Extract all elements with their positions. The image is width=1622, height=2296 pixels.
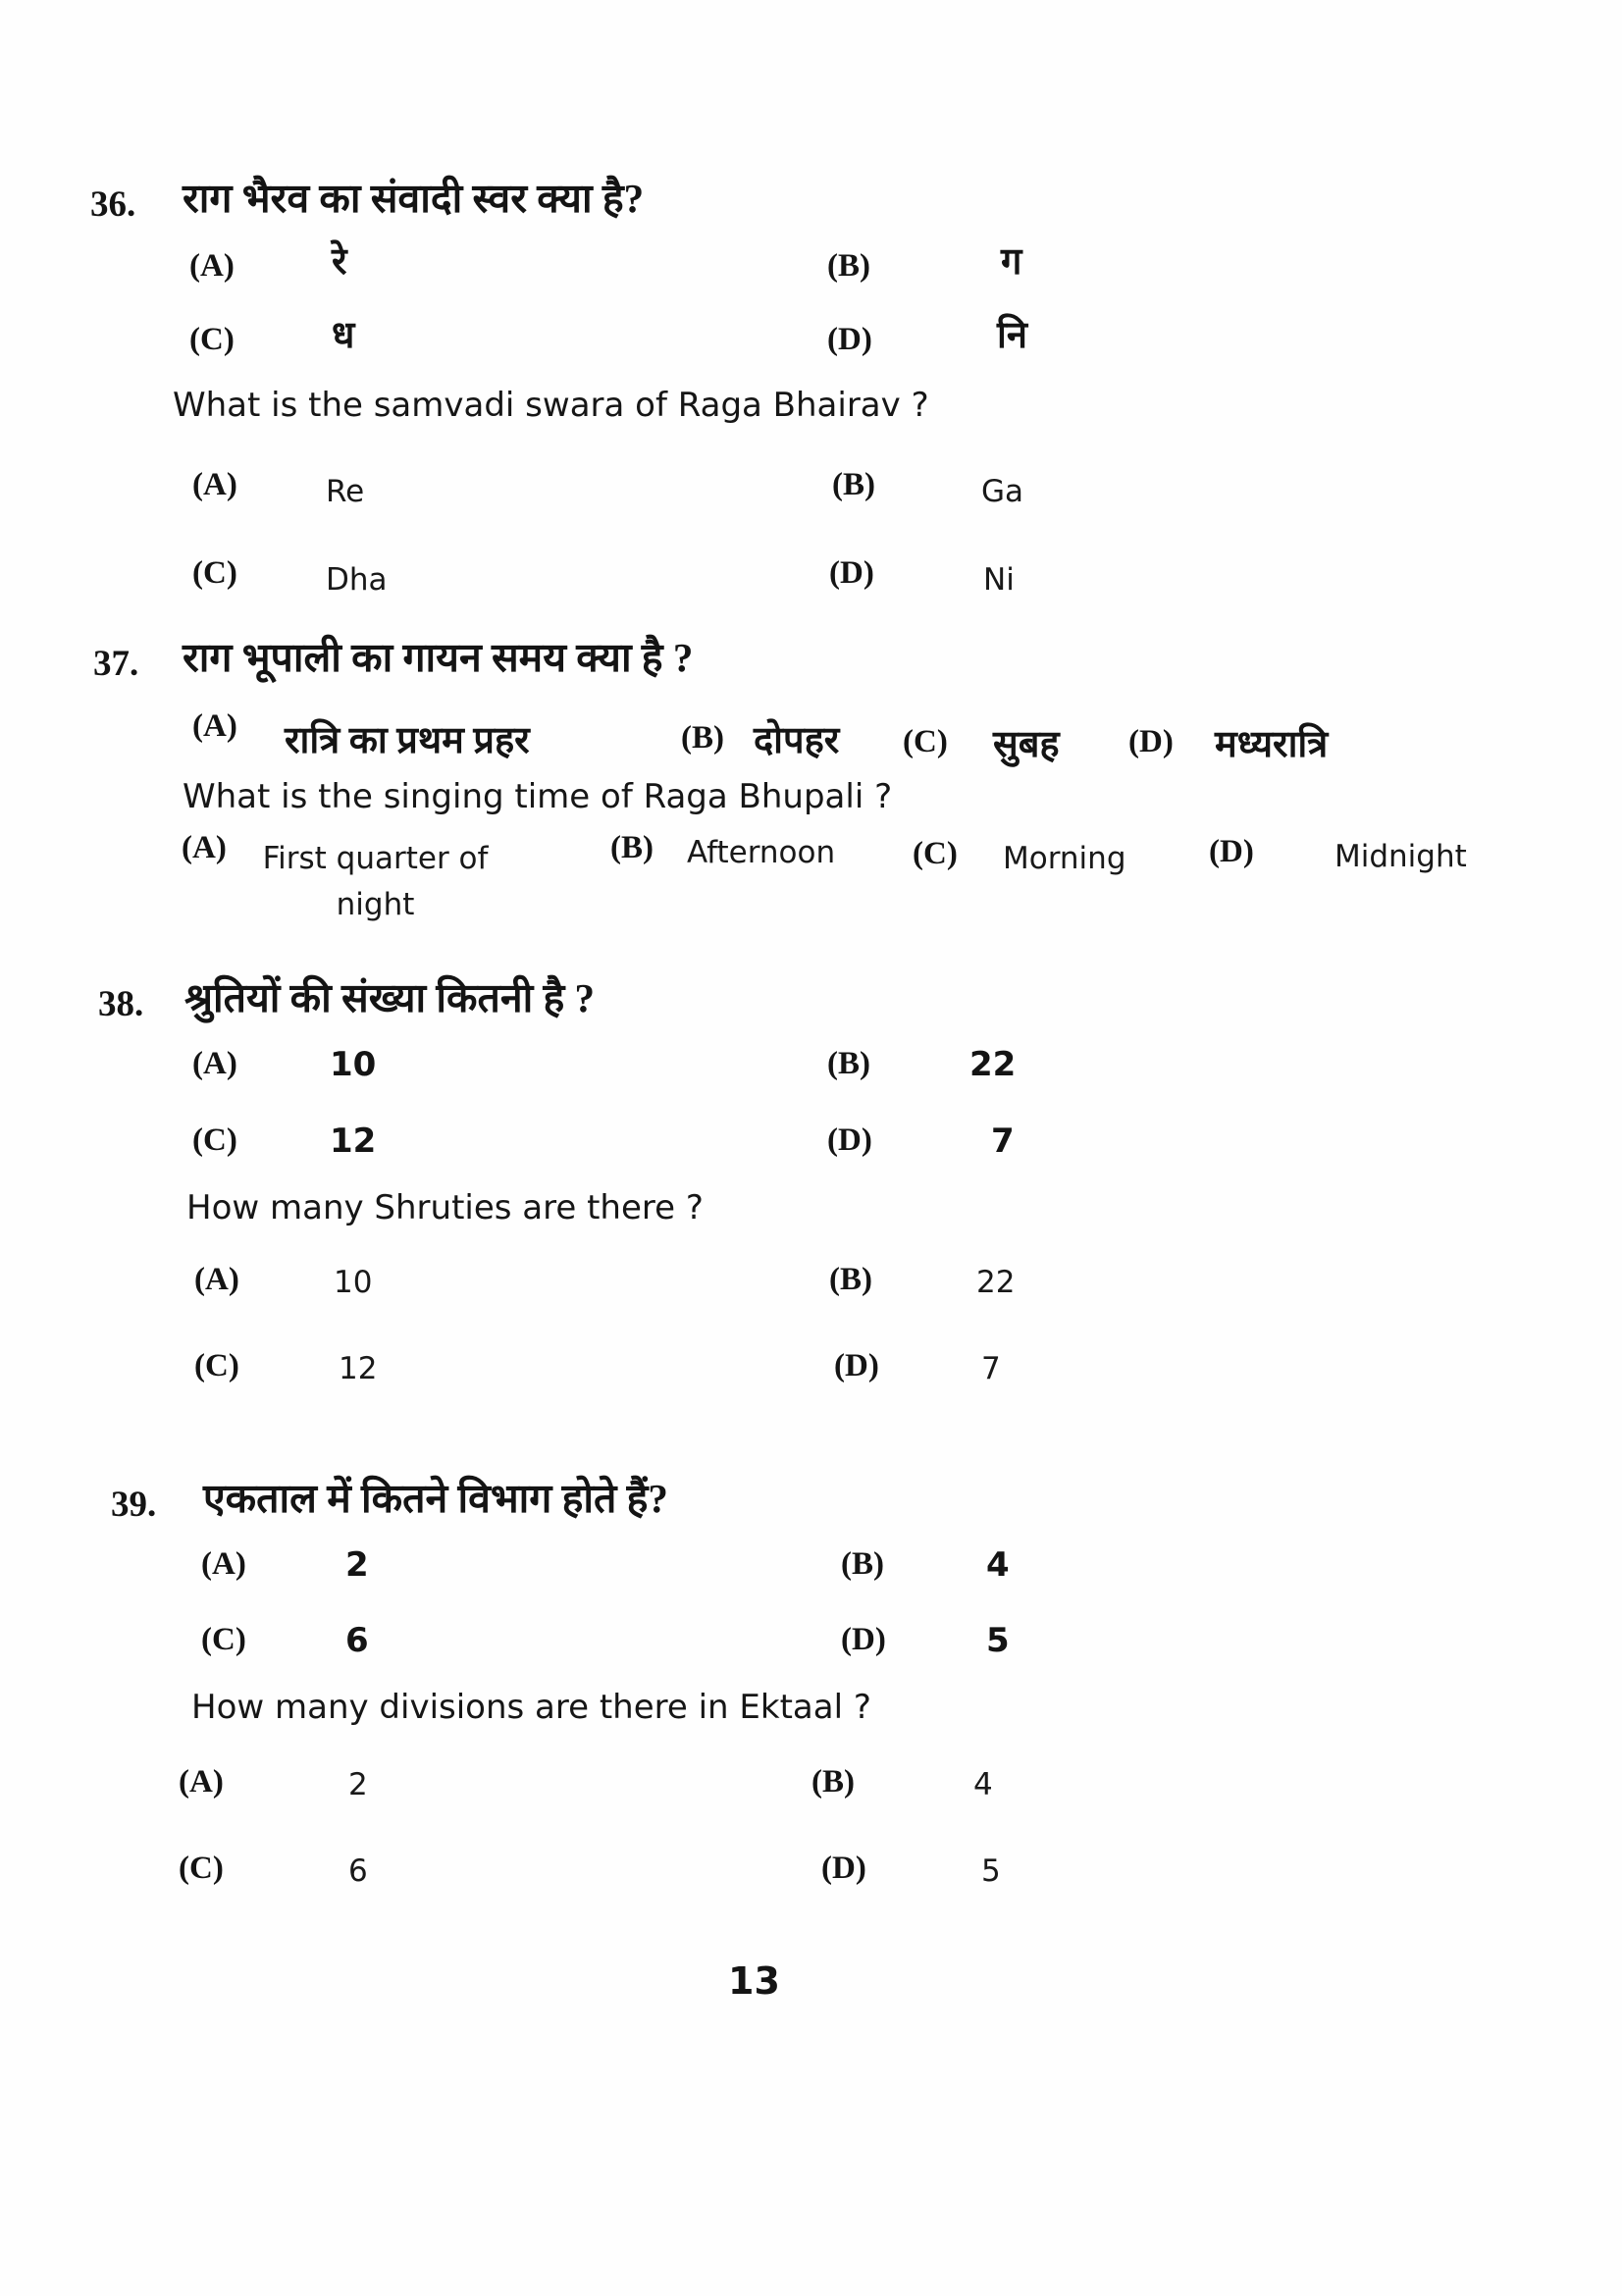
option-value: 2 [345, 1545, 369, 1585]
option-value-english: 5 [981, 1853, 1001, 1889]
option-value: 5 [986, 1621, 1010, 1660]
option-label: (D) [1128, 724, 1174, 759]
question-text-english: What is the singing time of Raga Bhupali ? [183, 777, 893, 816]
option-value-hindi: सुबह [993, 724, 1060, 765]
option-label: (B) [811, 1764, 855, 1800]
option-label: (C) [189, 322, 235, 357]
option-value-english: Midnight [1334, 839, 1467, 874]
option-value: 7 [991, 1122, 1015, 1161]
option-value-english: 22 [976, 1265, 1016, 1300]
question-text-hindi: एकताल में कितने विभाग होते हैं? [203, 1476, 668, 1521]
option-label: (C) [192, 555, 237, 591]
option-label: (C) [194, 1348, 239, 1383]
option-value: 22 [969, 1045, 1017, 1084]
option-label: (A) [192, 1046, 237, 1081]
option-label: (C) [903, 724, 948, 759]
question-number: 37. [93, 644, 139, 684]
option-value: 12 [330, 1122, 377, 1161]
option-value-english: 6 [348, 1853, 368, 1889]
option-label: (A) [201, 1546, 246, 1582]
page-number: 13 [728, 1959, 780, 2003]
option-label: (A) [192, 708, 237, 744]
option-value-english: Afternoon [687, 835, 836, 870]
option-value-hindi: ध [332, 315, 355, 356]
question-text-hindi: राग भैरव का संवादी स्वर क्या है? [183, 176, 645, 221]
option-label: (D) [834, 1348, 879, 1383]
option-label: (A) [194, 1262, 239, 1297]
option-value-english: Re [326, 474, 365, 509]
option-value-english: 12 [339, 1351, 378, 1386]
option-label: (A) [179, 1764, 224, 1800]
question-text-english: What is the samvadi swara of Raga Bhairav ? [173, 386, 929, 425]
option-label: (B) [610, 830, 654, 865]
question-number: 38. [98, 984, 144, 1024]
option-label: (A) [182, 830, 227, 865]
question-text-english: How many Shruties are there ? [186, 1188, 704, 1227]
option-value-english: Ni [983, 562, 1015, 598]
question-text-english: How many divisions are there in Ektaal ? [191, 1688, 871, 1727]
option-label: (D) [841, 1622, 886, 1657]
option-label: (B) [841, 1546, 884, 1582]
question-text-hindi: राग भूपाली का गायन समय क्या है ? [183, 635, 694, 680]
option-value-english: Morning [1003, 841, 1126, 876]
option-value: 4 [986, 1545, 1010, 1585]
option-label: (B) [827, 1046, 870, 1081]
option-value-english: 2 [348, 1767, 368, 1802]
option-label: (C) [913, 836, 958, 871]
option-label: (D) [827, 1122, 872, 1158]
question-number: 39. [111, 1485, 157, 1525]
option-value-hindi: रात्रि का प्रथम प्रहर [285, 720, 530, 761]
option-value-hindi: दोपहर [754, 720, 840, 761]
option-value-english: Ga [981, 474, 1024, 509]
option-value-english: Dha [326, 562, 388, 598]
option-value-english: 4 [973, 1767, 993, 1802]
option-value: 10 [330, 1045, 377, 1084]
option-label: (B) [832, 467, 875, 502]
option-label: (C) [179, 1851, 224, 1886]
option-value-hindi: ग [1001, 241, 1022, 283]
option-label: (C) [201, 1622, 246, 1657]
option-label: (D) [827, 322, 872, 357]
option-value-hindi: रे [332, 241, 347, 283]
option-label: (A) [189, 248, 235, 284]
option-label: (C) [192, 1122, 237, 1158]
option-label: (D) [821, 1851, 866, 1886]
option-value-english: 10 [334, 1265, 373, 1300]
option-label: (B) [681, 720, 724, 756]
option-value-english: 7 [981, 1351, 1001, 1386]
option-value-english: First quarter of night [262, 841, 489, 922]
option-value-hindi: नि [997, 315, 1027, 356]
option-label: (D) [829, 555, 874, 591]
question-number: 36. [90, 184, 136, 225]
question-text-hindi: श्रुतियों की संख्या कितनी है ? [184, 975, 595, 1020]
option-label: (B) [827, 248, 870, 284]
option-label: (D) [1209, 834, 1254, 869]
option-label: (B) [829, 1262, 872, 1297]
option-value-hindi: मध्यरात्रि [1215, 724, 1329, 765]
option-value: 6 [345, 1621, 369, 1660]
option-label: (A) [192, 467, 237, 502]
